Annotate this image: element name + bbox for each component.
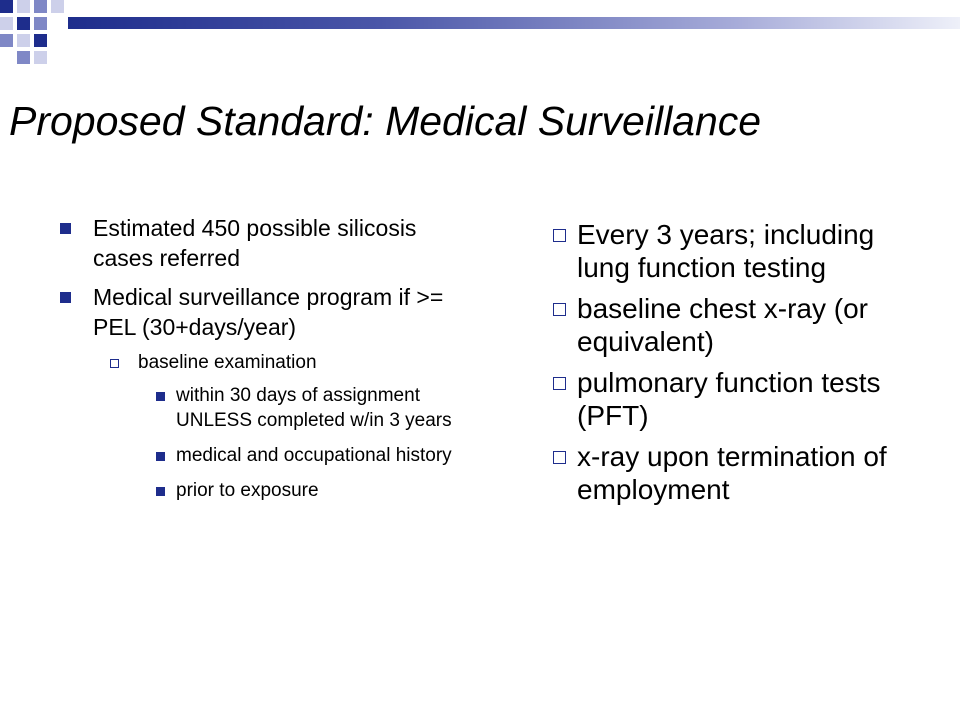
list-item-text: x-ray upon termination of employment bbox=[577, 441, 887, 505]
hollow-square-bullet-icon bbox=[553, 229, 566, 242]
header-gradient-bar bbox=[68, 17, 960, 29]
square-bullet-icon bbox=[156, 487, 165, 496]
header-square bbox=[34, 0, 47, 13]
list-item bbox=[553, 440, 913, 506]
sub-sub-list-item bbox=[60, 443, 460, 468]
hollow-square-bullet-icon bbox=[553, 377, 566, 390]
header-square bbox=[34, 17, 47, 30]
sub-sub-list-item bbox=[60, 383, 460, 433]
square-bullet-icon bbox=[156, 392, 165, 401]
list-item bbox=[553, 218, 913, 284]
sub-list-item bbox=[60, 351, 460, 375]
square-bullet-icon bbox=[60, 292, 71, 303]
sub-sub-list-item-text: medical and occupational history bbox=[176, 445, 452, 466]
left-column bbox=[60, 213, 460, 513]
sub-sub-list-item-text: prior to exposure bbox=[176, 480, 319, 501]
header-square bbox=[17, 51, 30, 64]
header-square bbox=[0, 17, 13, 30]
list-item-text: Estimated 450 possible silicosis cases referred bbox=[93, 215, 417, 271]
header-square bbox=[17, 17, 30, 30]
list-item-text: Every 3 years; including lung function testing bbox=[577, 219, 875, 283]
sub-sub-list-item bbox=[60, 478, 460, 503]
right-column bbox=[553, 218, 913, 514]
list-item bbox=[553, 292, 913, 358]
sub-sub-list-item-text: within 30 days of assignment UNLESS completed w/in 3 years bbox=[176, 385, 452, 431]
square-bullet-icon bbox=[156, 452, 165, 461]
list-item-text: pulmonary function tests (PFT) bbox=[577, 367, 881, 431]
list-item-text: baseline chest x-ray (or equivalent) bbox=[577, 293, 869, 357]
hollow-square-bullet-icon bbox=[553, 451, 566, 464]
list-item bbox=[60, 213, 460, 273]
square-bullet-icon bbox=[60, 223, 71, 234]
header-square bbox=[0, 0, 13, 13]
hollow-square-bullet-icon bbox=[553, 303, 566, 316]
list-item-text: Medical surveillance program if >= PEL (30+days/year) bbox=[93, 284, 444, 340]
header-square bbox=[17, 34, 30, 47]
header-square bbox=[0, 34, 13, 47]
header-square bbox=[17, 0, 30, 13]
hollow-square-bullet-icon bbox=[110, 359, 119, 368]
list-item bbox=[60, 282, 460, 342]
sub-list-item-text: baseline examination bbox=[138, 352, 317, 373]
list-item bbox=[553, 366, 913, 432]
slide-title: Proposed Standard: Medical Surveillance bbox=[9, 98, 762, 144]
header-square bbox=[34, 51, 47, 64]
header-square bbox=[34, 34, 47, 47]
header-square bbox=[51, 0, 64, 13]
